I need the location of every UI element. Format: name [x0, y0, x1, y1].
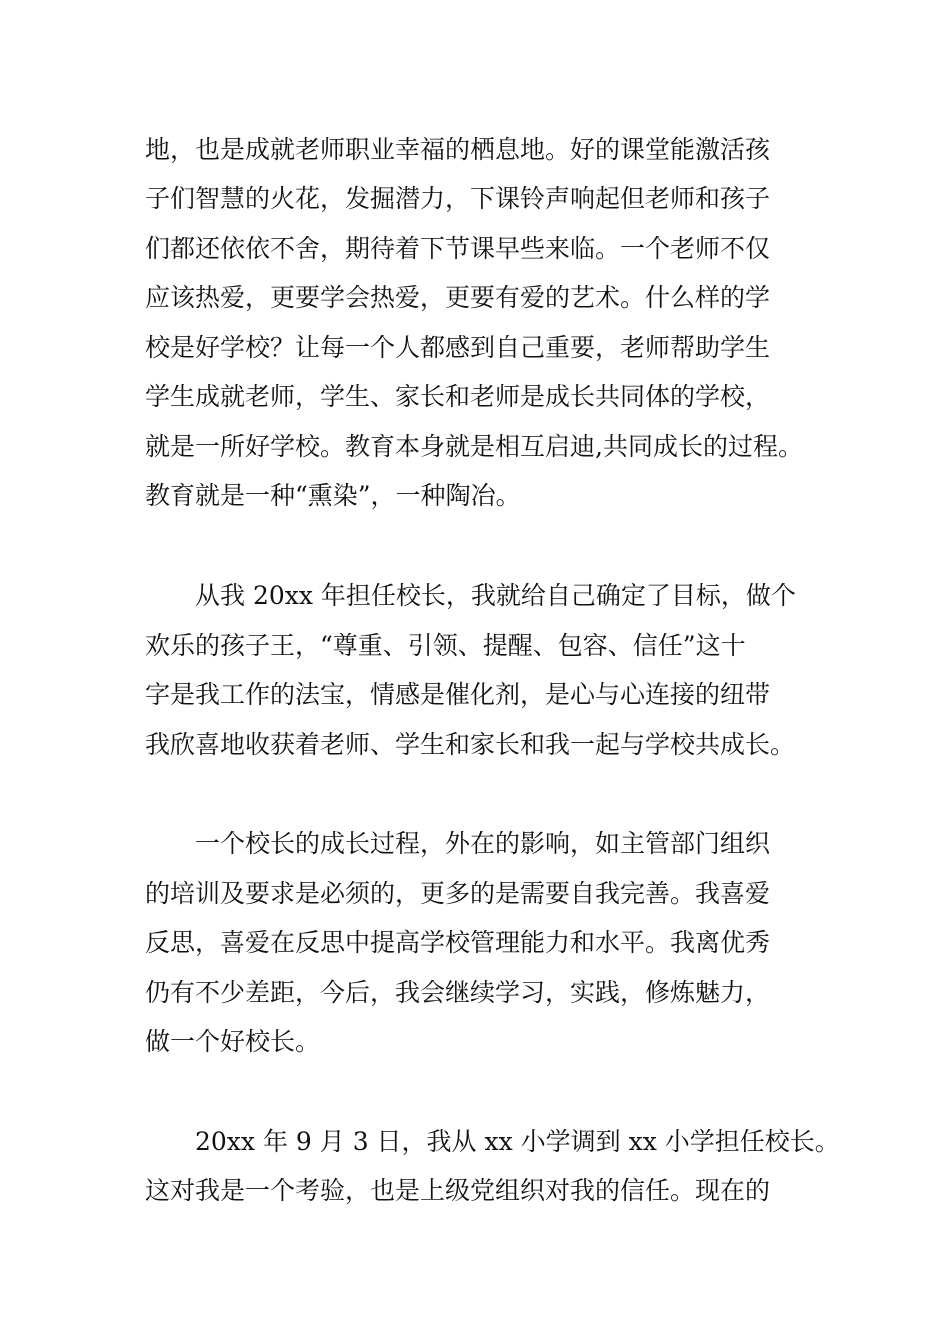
- text-line: 仍有不少差距，今后，我会继续学习，实践，修炼魅力，: [145, 978, 771, 1007]
- text-line: 们都还依依不舍，期待着下节课早些来临。一个老师不仅: [145, 234, 771, 263]
- text-line: 做一个好校长。: [145, 1027, 321, 1056]
- text-line: 学生成就老师，学生、家长和老师是成长共同体的学校，: [145, 382, 771, 411]
- text-line: 校是好学校？让每一个人都感到自己重要，老师帮助学生: [145, 333, 771, 362]
- text-line: 地，也是成就老师职业幸福的栖息地。好的课堂能激活孩: [145, 135, 771, 164]
- text-line: 教育就是一种“熏染”，一种陶冶。: [145, 481, 521, 510]
- text-line: 这对我是一个考验，也是上级党组织对我的信任。现在的: [145, 1176, 771, 1205]
- text-line: 从我 20xx 年担任校长，我就给自己确定了目标，做个: [195, 581, 796, 610]
- text-line: 欢乐的孩子王，“尊重、引领、提醒、包容、信任”这十: [145, 631, 746, 660]
- text-line: 一个校长的成长过程，外在的影响，如主管部门组织: [195, 829, 771, 858]
- text-line: 反思，喜爱在反思中提高学校管理能力和水平。我离优秀: [145, 928, 771, 957]
- text-line: 20xx 年 9 月 3 日，我从 xx 小学调到 xx 小学担任校长。: [195, 1127, 840, 1156]
- text-line: 就是一所好学校。教育本身就是相互启迪,共同成长的过程。: [145, 432, 803, 461]
- text-line: 字是我工作的法宝，情感是催化剂，是心与心连接的纽带: [145, 680, 771, 709]
- text-line: 我欣喜地收获着老师、学生和家长和我一起与学校共成长。: [145, 730, 796, 759]
- text-line: 应该热爱，更要学会热爱，更要有爱的艺术。什么样的学: [145, 283, 771, 312]
- text-line: 的培训及要求是必须的，更多的是需要自我完善。我喜爱: [145, 879, 771, 908]
- text-line: 子们智慧的火花，发掘潜力，下课铃声响起但老师和孩子: [145, 184, 771, 213]
